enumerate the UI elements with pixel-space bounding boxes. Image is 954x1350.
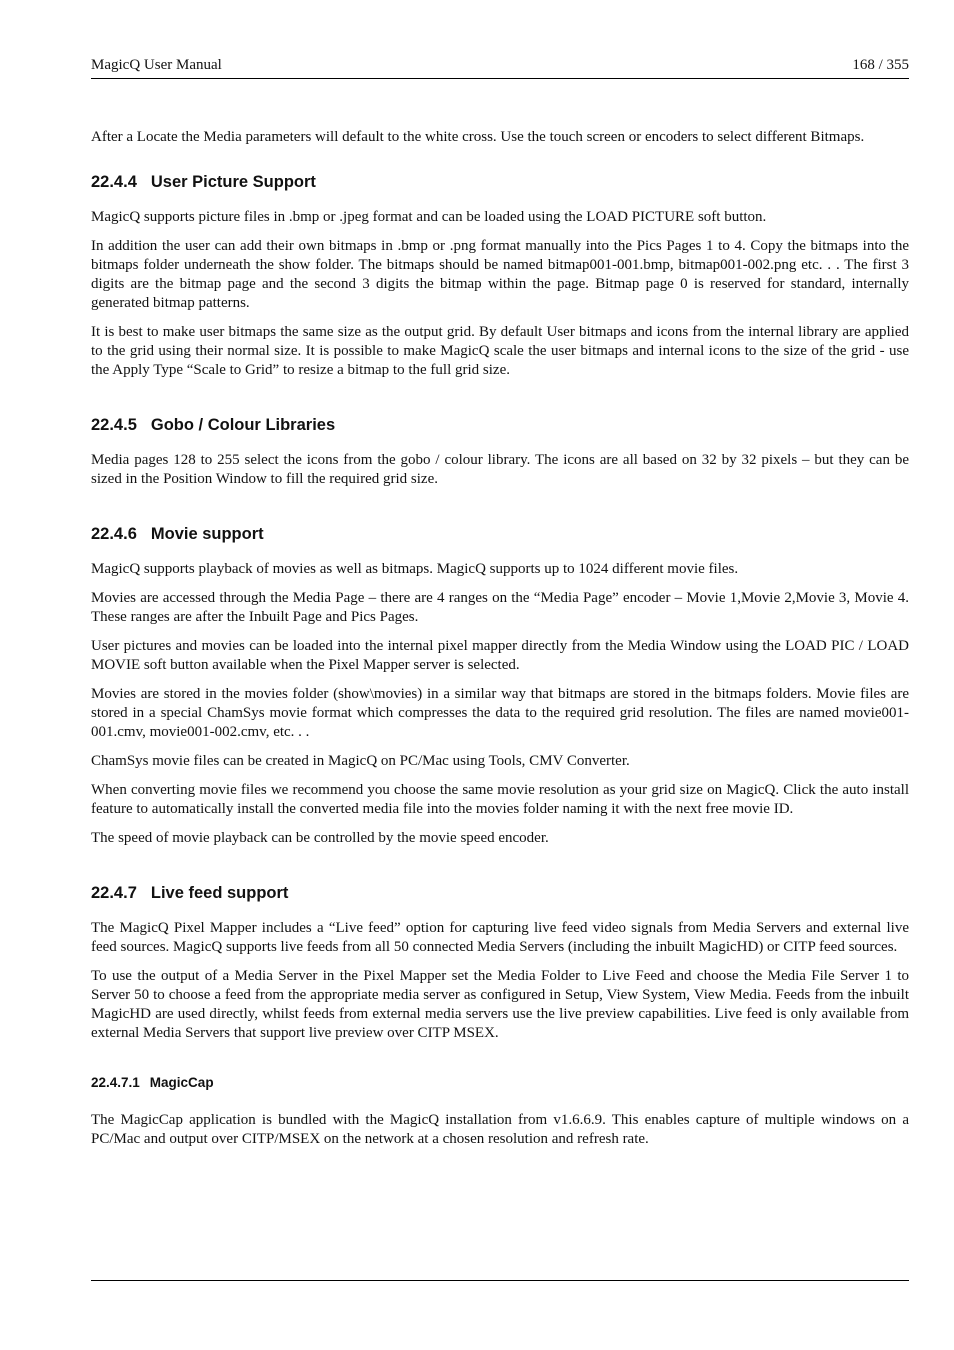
header-rule — [91, 78, 909, 79]
subsection-title: MagicCap — [149, 1075, 214, 1090]
section-title: Gobo / Colour Libraries — [150, 416, 336, 434]
page-content — [91, 128, 909, 1159]
section-number: 22.4.7 — [91, 884, 137, 902]
section-title: Live feed support — [150, 884, 289, 902]
paragraph: To use the output of a Media Server in the Pixel Mapper set the Media Folder to Live Feed and choose the Media File Server 1 to Server 50 to choose a feed from the appropriate media server as configured in Setup, View System, View Media. Feeds from the inbuilt MagicHD are used directly, whilst feeds from external media servers use the live preview capabilities. Live feed is only available from external Media Servers that support live preview over CITP MSEX. — [91, 968, 909, 1041]
section-title: Movie support — [150, 525, 264, 543]
paragraph: The MagicCap application is bundled with the MagicQ installation from v1.6.6.9. This enables capture of multiple windows on a PC/Mac and output over CITP/MSEX on the network at a chosen resolution and refresh rate. — [91, 1112, 909, 1147]
header-title: MagicQ User Manual — [91, 57, 222, 73]
section-heading-gobo-colour-libraries — [91, 415, 909, 435]
paragraph: The speed of movie playback can be controlled by the movie speed encoder. — [91, 830, 549, 846]
section-heading-live-feed-support — [91, 883, 909, 903]
paragraph: When converting movie files we recommend you choose the same movie resolution as your grid size on MagicQ. Click the auto install feature to automatically install the converted media file into the movies folder naming it with the next free movie ID. — [91, 782, 909, 817]
page-header — [91, 57, 909, 79]
section-number: 22.4.6 — [91, 525, 137, 543]
section-heading-movie-support — [91, 524, 909, 544]
paragraph: User pictures and movies can be loaded into the internal pixel mapper directly from the Media Window using the LOAD PIC / LOAD MOVIE soft button available when the Pixel Mapper server is selected. — [91, 638, 909, 673]
section-heading-user-picture-support — [91, 172, 909, 192]
header-page-number: 168 / 355 — [852, 57, 909, 73]
paragraph: In addition the user can add their own bitmaps in .bmp or .png format manually into the Pics Pages 1 to 4. Copy the bitmaps into the bitmaps folder underneath the show folder. The bitmaps should be named bitmap001-001.bmp, bitmap001-002.png etc. . . The first 3 digits are the bitmap page and the second 3 digits the bitmap within the page. Bitmap page 0 is reserved for standard, internally generated bitmap patterns. — [91, 238, 909, 311]
intro-paragraph: After a Locate the Media parameters will default to the white cross. Use the touch screen or encoders to select different Bitmaps. — [91, 129, 865, 145]
paragraph: The MagicQ Pixel Mapper includes a “Live feed” option for capturing live feed video signals from Media Servers and external live feed sources. MagicQ supports live feeds from all 50 connected Media Servers (including the inbuilt MagicHD) or CITP feed sources. — [91, 920, 909, 955]
paragraph: MagicQ supports picture files in .bmp or .jpeg format and can be loaded using the LOAD PICTURE soft button. — [91, 209, 767, 225]
paragraph: Movies are accessed through the Media Page – there are 4 ranges on the “Media Page” encoder – Movie 1,Movie 2,Movie 3, Movie 4. These ranges are after the Inbuilt Page and Pics Pages. — [91, 590, 909, 625]
paragraph: Media pages 128 to 255 select the icons from the gobo / colour library. The icons are all based on 32 by 32 pixels – but they can be sized in the Position Window to fill the required grid size. — [91, 452, 909, 487]
subsection-heading-magiccap — [91, 1074, 909, 1092]
paragraph: ChamSys movie files can be created in MagicQ on PC/Mac using Tools, CMV Converter. — [91, 753, 630, 769]
paragraph: MagicQ supports playback of movies as well as bitmaps. MagicQ supports up to 1024 different movie files. — [91, 561, 739, 577]
subsection-number: 22.4.7.1 — [91, 1075, 140, 1090]
paragraph: Movies are stored in the movies folder (show\movies) in a similar way that bitmaps are stored in the bitmaps folders. Movie files are stored in a special ChamSys movie format which compresses the data to the required grid resolution. The files are named movie001-001.cmv, movie001-002.cmv, etc. . . — [91, 686, 909, 740]
paragraph: It is best to make user bitmaps the same size as the output grid. By default User bitmaps and icons from the internal library are applied to the grid using their normal size. It is possible to make MagicQ scale the user bitmaps and internal icons to the size of the grid - use the Apply Type “Scale to Grid” to resize a bitmap to the full grid size. — [91, 324, 909, 378]
footer-rule — [91, 1280, 909, 1281]
section-title: User Picture Support — [150, 173, 316, 191]
section-number: 22.4.4 — [91, 173, 137, 191]
section-number: 22.4.5 — [91, 416, 137, 434]
